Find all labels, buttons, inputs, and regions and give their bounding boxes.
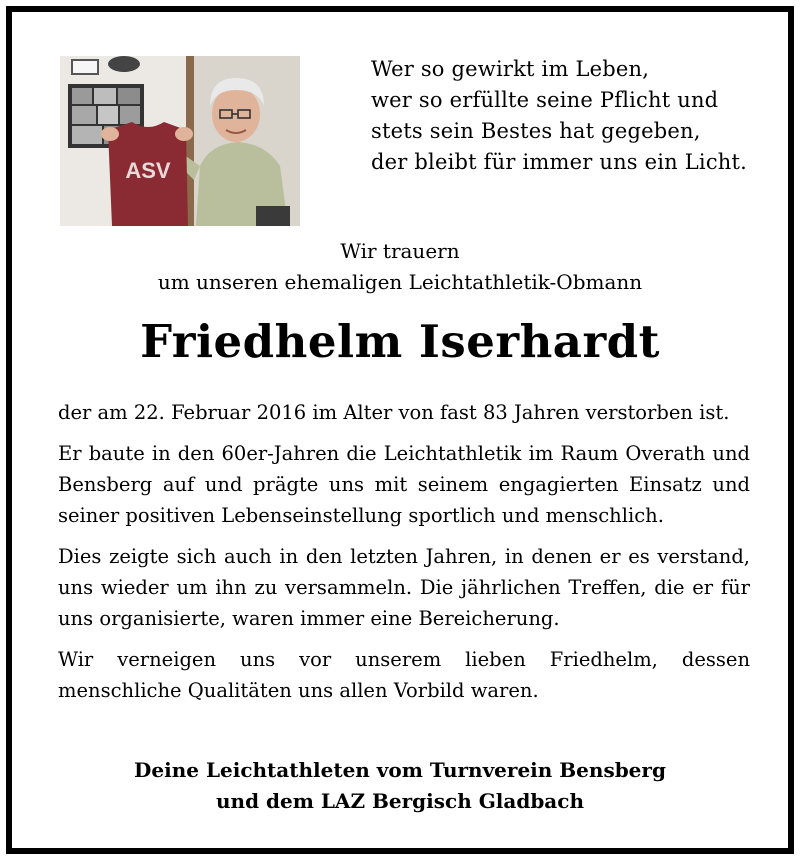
poem-line: Wer so gewirkt im Leben, (371, 57, 650, 81)
body-paragraph: Dies zeigte sich auch in den letzten Jahren, in denen er es verstand, uns wieder um ihn zu versammeln. Die jährlichen Treffen, die er für uns organisierte, waren immer eine Bereicherung. (58, 545, 750, 630)
obituary-frame (6, 6, 794, 854)
mourning-line-1: Wir trauern (340, 239, 460, 263)
poem (371, 54, 781, 178)
mourning-statement (12, 236, 788, 298)
poem-line: stets sein Bestes hat gegeben, (371, 119, 701, 143)
mourning-line-2: um unseren ehemaligen Leichtathletik-Obmann (157, 270, 643, 294)
body-paragraph: Er baute in den 60er-Jahren die Leichtathletik im Raum Overath und Bensberg auf und prägte uns mit seinem engagierten Einsatz und seiner positiven Lebenseinstellung sportlich und menschlich. (58, 442, 750, 527)
signature-line-2: und dem LAZ Bergisch Gladbach (216, 789, 584, 813)
signature-line-1: Deine Leichtathleten vom Turnverein Bensberg (134, 758, 666, 782)
body-paragraph: der am 22. Februar 2016 im Alter von fast 83 Jahren verstorben ist. (58, 401, 730, 424)
deceased-name: Friedhelm Iserhardt (140, 315, 660, 368)
jersey-lettering: ASV (125, 158, 171, 183)
portrait-photo (60, 56, 300, 226)
signature (12, 755, 788, 817)
poem-line: der bleibt für immer uns ein Licht. (371, 150, 748, 174)
poem-line: wer so erfüllte seine Pflicht und (371, 88, 719, 112)
body-paragraph: Wir verneigen uns vor unserem lieben Friedhelm, dessen menschliche Qualitäten uns allen Vorbild waren. (58, 648, 750, 702)
obituary-body (58, 397, 750, 716)
portrait-illustration (60, 56, 300, 226)
